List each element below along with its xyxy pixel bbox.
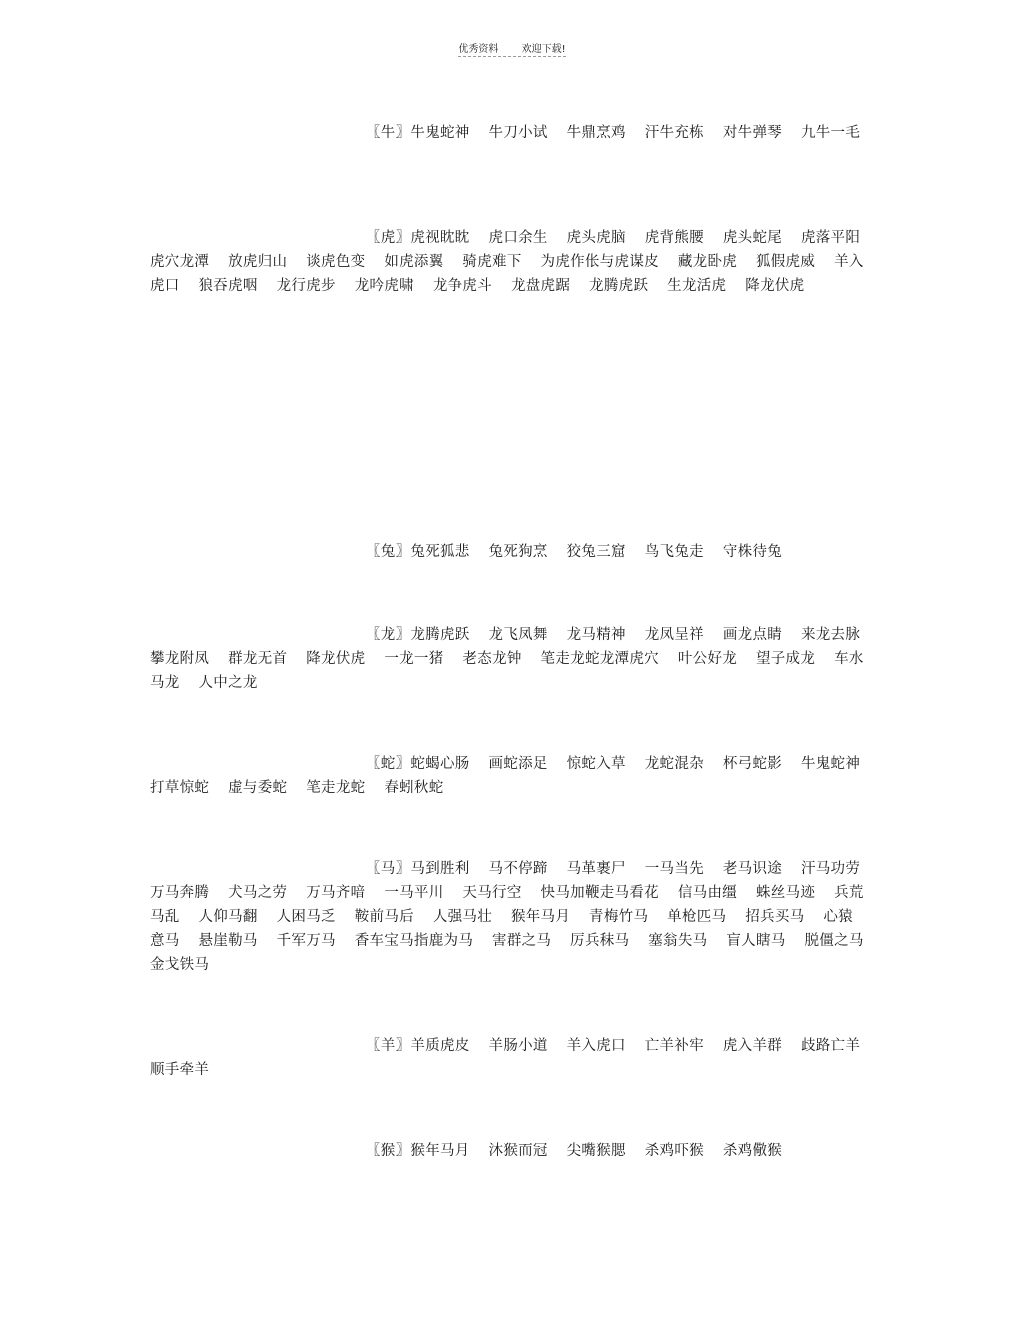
section-rabbit bbox=[150, 540, 866, 564]
section-idioms: 蛇蝎心肠 画蛇添足 惊蛇入草 龙蛇混杂 杯弓蛇影 牛鬼蛇神 打草惊蛇 虚与委蛇 笔走龙蛇 春蚓秋蛇 bbox=[150, 756, 861, 796]
page-header bbox=[0, 40, 1024, 55]
header-divider bbox=[458, 56, 566, 57]
section-snake bbox=[150, 752, 866, 800]
section-label: 〖虎〗 bbox=[366, 230, 411, 246]
section-idioms: 虎视眈眈 虎口余生 虎头虎脑 虎背熊腰 虎头蛇尾 虎落平阳 虎穴龙潭 放虎归山 谈虎色变 如虎添翼 骑虎难下 为虎作伥与虎谋皮 藏龙卧虎 狐假虎威 羊入虎口 狼吞虎咽 龙行虎步 龙吟虎啸 龙争虎斗 龙盘虎踞 龙腾虎跃 生龙活虎 降龙伏虎 bbox=[150, 230, 864, 294]
header-left-text: 优秀资料 bbox=[458, 44, 499, 55]
section-label: 〖蛇〗 bbox=[366, 756, 411, 772]
section-sheep bbox=[150, 1034, 866, 1082]
header-right-text: 欢迎下载! bbox=[521, 44, 566, 55]
section-idioms: 兔死狐悲 兔死狗烹 狡兔三窟 鸟飞兔走 守株待兔 bbox=[410, 544, 783, 560]
section-label: 〖牛〗 bbox=[366, 125, 411, 141]
section-idioms: 猴年马月 沐猴而冠 尖嘴猴腮 杀鸡吓猴 杀鸡儆猴 bbox=[410, 1143, 783, 1159]
section-label: 〖马〗 bbox=[366, 861, 411, 877]
section-label: 〖羊〗 bbox=[366, 1038, 411, 1054]
section-tiger bbox=[150, 226, 866, 298]
section-horse bbox=[150, 857, 866, 977]
section-idioms: 羊质虎皮 羊肠小道 羊入虎口 亡羊补牢 虎入羊群 歧路亡羊 顺手牵羊 bbox=[150, 1038, 861, 1078]
section-label: 〖猴〗 bbox=[366, 1143, 411, 1159]
section-dragon bbox=[150, 623, 866, 695]
section-label: 〖兔〗 bbox=[366, 544, 411, 560]
section-idioms: 龙腾虎跃 龙飞凤舞 龙马精神 龙凤呈祥 画龙点睛 来龙去脉 攀龙附凤 群龙无首 降龙伏虎 一龙一猪 老态龙钟 笔走龙蛇龙潭虎穴 叶公好龙 望子成龙 车水马龙 人中之龙 bbox=[150, 627, 864, 691]
section-label: 〖龙〗 bbox=[366, 627, 411, 643]
section-monkey bbox=[150, 1139, 866, 1163]
section-ox bbox=[150, 121, 866, 145]
section-idioms: 马到胜利 马不停蹄 马革裹尸 一马当先 老马识途 汗马功劳 万马奔腾 犬马之劳 万马齐喑 一马平川 天马行空 快马加鞭走马看花 信马由缰 蛛丝马迹 兵荒马乱 人仰马翻 人困马乏 鞍前马后 人强马壮 猴年马月 青梅竹马 单枪匹马 招兵买马 心猿意马 悬崖勒马 千军万马 香车宝马指鹿为马 害群之马 厉兵秣马 塞翁失马 盲人瞎马 脱僵之马 金戈铁马 bbox=[150, 861, 864, 973]
section-idioms: 牛鬼蛇神 牛刀小试 牛鼎烹鸡 汗牛充栋 对牛弹琴 九牛一毛 bbox=[410, 125, 861, 141]
